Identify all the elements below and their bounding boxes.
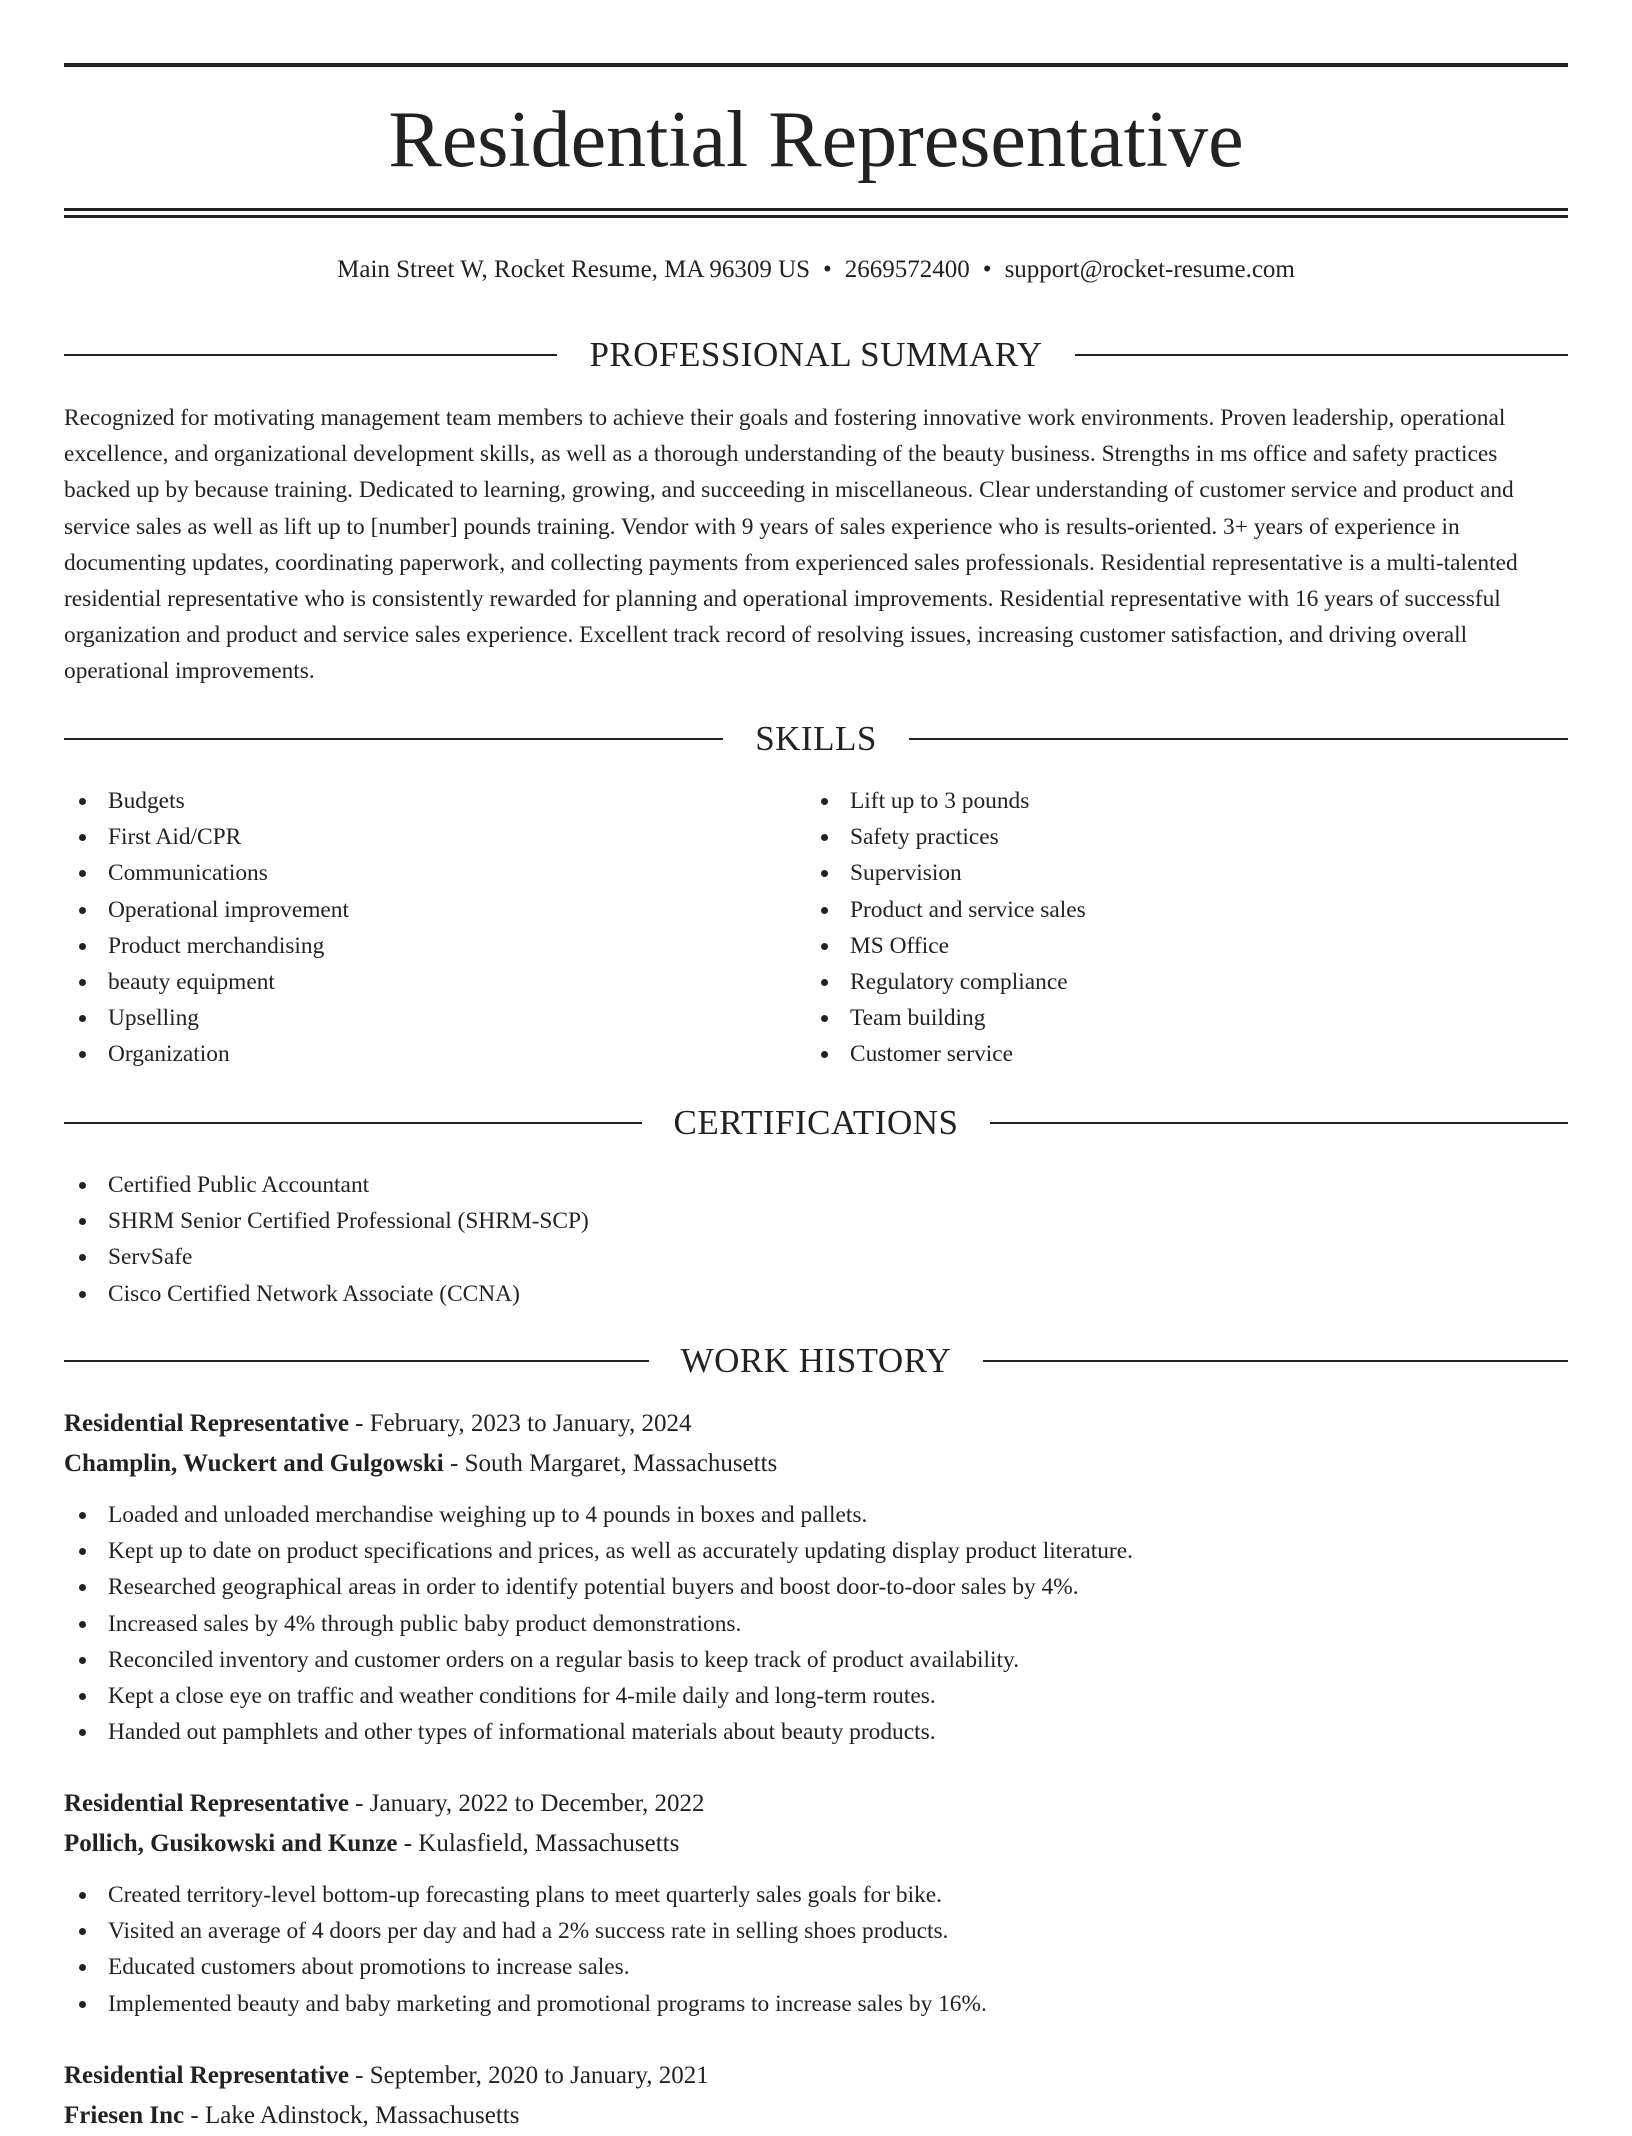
heading-rule-right: [1075, 354, 1568, 356]
header-double-rule-lower: [64, 215, 1568, 218]
job-company: Champlin, Wuckert and Gulgowski: [64, 1450, 444, 1477]
job-duty: Visited an average of 4 doors per day and had a 2% success rate in selling shoes products.: [64, 1913, 1568, 1949]
job-title: Residential Representative: [64, 2062, 349, 2089]
work-history-heading: [64, 1339, 1568, 1383]
job-location: - Kulasfield, Massachusetts: [397, 1830, 680, 1857]
job-duties-list: [64, 1877, 1568, 2022]
header-double-rule-upper: [64, 208, 1568, 211]
summary-text: Recognized for motivating management team members to achieve their goals and fostering innovative work environments. Proven leadership, operational excellence, and organizational development skills, as well as a thorough understanding of the beauty business. Strengths in ms office and safety practices backed up by because training. Dedicated to learning, growing, and succeeding in miscellaneous. Clear understanding of customer service and product and service sales as well as lift up to [number] pounds training. Vendor with 9 years of sales experience who is results-oriented. 3+ years of experience in documenting updates, coordinating paperwork, and collecting payments from experienced sales professionals. Residential representative is a multi-talented residential representative who is consistently rewarded for planning and operational improvements. Residential representative with 16 years of successful organization and product and service sales experience. Excellent track record of resolving issues, increasing customer satisfaction, and driving overall operational improvements.: [64, 405, 1518, 685]
skill-item: Supervision: [806, 855, 1546, 891]
job-duty: Kept up to date on product specifications and prices, as well as accurately updating display product literature.: [64, 1533, 1568, 1569]
certification-item: Cisco Certified Network Associate (CCNA): [64, 1276, 1568, 1312]
skill-item: Product merchandising: [64, 928, 804, 964]
job-company-line: [64, 2096, 1568, 2136]
job-company-line: [64, 1444, 1568, 1484]
contact-phone: 2669572400: [844, 256, 970, 283]
job-dates: - September, 2020 to January, 2021: [348, 2062, 709, 2089]
job-duty: Loaded and unloaded merchandise weighing up to 4 pounds in boxes and pallets.: [64, 1497, 1568, 1533]
summary-heading: [64, 333, 1568, 377]
job-entry: [64, 1784, 1568, 2022]
job-title-line: [64, 2056, 1568, 2096]
skills-heading: [64, 717, 1568, 761]
contact-separator: •: [823, 256, 832, 283]
heading-rule-left: [64, 1360, 649, 1362]
heading-rule-left: [64, 1122, 642, 1124]
job-title: Residential Representative: [64, 1790, 349, 1817]
skill-item: Product and service sales: [806, 892, 1546, 928]
certification-item: ServSafe: [64, 1239, 1568, 1275]
certification-item: Certified Public Accountant: [64, 1167, 1568, 1203]
job-title-line: [64, 1404, 1568, 1444]
job-duty: Handed out pamphlets and other types of informational materials about beauty products.: [64, 1714, 1568, 1750]
skill-item: Team building: [806, 1000, 1546, 1036]
job-location: - South Margaret, Massachusetts: [443, 1450, 778, 1477]
job-dates: - January, 2022 to December, 2022: [348, 1790, 705, 1817]
skill-item: Regulatory compliance: [806, 964, 1546, 1000]
candidate-name: Residential Representative: [388, 96, 1244, 184]
skill-item: Communications: [64, 855, 804, 891]
job-company: Friesen Inc: [64, 2102, 185, 2129]
job-title: Residential Representative: [64, 1410, 349, 1437]
skill-item: Budgets: [64, 783, 804, 819]
job-duty: Implemented beauty and baby marketing and promotional programs to increase sales by 16%.: [64, 1986, 1568, 2022]
job-duties-list: [64, 1497, 1568, 1750]
certifications-list: [64, 1167, 1568, 1312]
contact-separator: •: [982, 256, 992, 283]
certification-item: SHRM Senior Certified Professional (SHRM-SCP): [64, 1203, 1568, 1239]
skill-item: Lift up to 3 pounds: [806, 783, 1546, 819]
work-history-title: WORK HISTORY: [680, 1341, 952, 1380]
skill-item: beauty equipment: [64, 964, 804, 1000]
header-top-rule: [64, 63, 1568, 67]
job-location: - Lake Adinstock, Massachusetts: [184, 2102, 520, 2129]
job-company: Pollich, Gusikowski and Kunze: [64, 1830, 398, 1857]
job-dates: - February, 2023 to January, 2024: [348, 1410, 692, 1437]
skill-item: Upselling: [64, 1000, 804, 1036]
skill-item: Operational improvement: [64, 892, 804, 928]
job-entry: [64, 1404, 1568, 1750]
heading-rule-left: [64, 738, 723, 740]
job-duty: Educated customers about promotions to increase sales.: [64, 1949, 1568, 1985]
job-duty: Kept a close eye on traffic and weather conditions for 4-mile daily and long-term routes.: [64, 1678, 1568, 1714]
job-entry: [64, 2056, 1568, 2136]
contact-line: [64, 252, 1568, 288]
summary-title: PROFESSIONAL SUMMARY: [589, 335, 1043, 374]
skills-list-left: [64, 783, 804, 1073]
skill-item: Safety practices: [806, 819, 1546, 855]
heading-rule-left: [64, 354, 557, 356]
skill-item: Customer service: [806, 1036, 1546, 1072]
contact-email: support@rocket-resume.com: [1004, 256, 1295, 283]
job-duty: Reconciled inventory and customer orders on a regular basis to keep track of product availability.: [64, 1642, 1568, 1678]
job-duty: Created territory-level bottom-up forecasting plans to meet quarterly sales goals for bike.: [64, 1877, 1568, 1913]
skills-title: SKILLS: [755, 719, 877, 758]
heading-rule-right: [909, 738, 1568, 740]
skill-item: First Aid/CPR: [64, 819, 804, 855]
heading-rule-right: [990, 1122, 1568, 1124]
certifications-heading: [64, 1101, 1568, 1145]
job-duty: Researched geographical areas in order to identify potential buyers and boost door-to-door sales by 4%.: [64, 1569, 1568, 1605]
heading-rule-right: [983, 1360, 1568, 1362]
skills-list-right: [806, 783, 1546, 1073]
certifications-title: CERTIFICATIONS: [673, 1103, 959, 1142]
job-title-line: [64, 1784, 1568, 1824]
skill-item: MS Office: [806, 928, 1546, 964]
job-company-line: [64, 1824, 1568, 1864]
job-duty: Increased sales by 4% through public baby product demonstrations.: [64, 1606, 1568, 1642]
skill-item: Organization: [64, 1036, 804, 1072]
contact-address: Main Street W, Rocket Resume, MA 96309 US: [337, 256, 811, 283]
